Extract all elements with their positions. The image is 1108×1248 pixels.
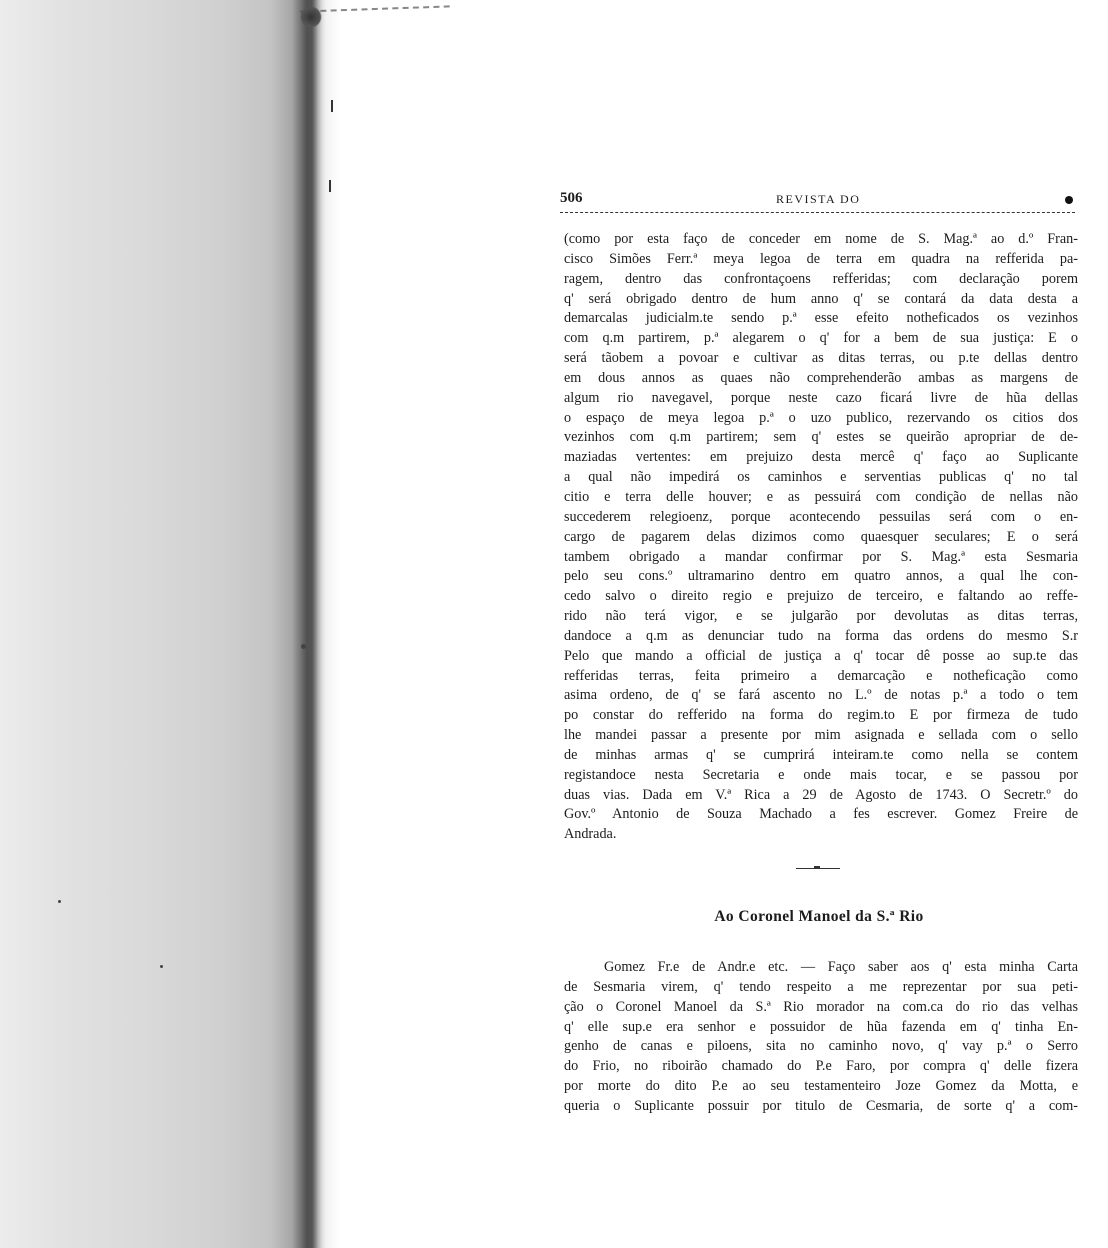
text-line: a qual não impedirá os caminhos e serventias publicas q' no tal [564, 469, 1078, 486]
text-line: será tãobem a povoar e cultivar as ditas terras, ou p.te dellas dentro [564, 350, 1078, 367]
page-number: 506 [560, 190, 583, 206]
text-line: rido não terá vigor, e se julgarão por devolutas as ditas terras, [564, 608, 1078, 625]
running-head: REVISTA DO [776, 192, 861, 206]
scan-speck [160, 965, 163, 968]
text-line: q' elle sup.e era senhor e possuidor de hũa fazenda em q' tinha En- [564, 1018, 1078, 1035]
text-line: Andrada. [564, 826, 617, 843]
text-line: duas vias. Dada em V.ª Rica a 29 de Agosto de 1743. O Secretr.º do [564, 786, 1078, 803]
text-line: cedo salvo o direito regio e prejuizo de terceiro, e faltando ao reffe- [564, 588, 1078, 605]
scan-tick-mark [331, 100, 333, 112]
text-line: Pelo que mando a official de justiça a q' tocar dê posse ao sup.te das [564, 647, 1078, 664]
text-line: citio e terra delle houver; e as pessuirá com condição de nellas não [564, 488, 1078, 505]
book-spine-shadow [292, 0, 322, 1248]
text-line: maziadas vertentes: em prejuizo desta mercê q' faço ao Suplicante [564, 449, 1078, 466]
scan-tick-mark [329, 180, 331, 192]
text-line: algum rio navegavel, porque neste cazo ficará livre de hũa dellas [564, 389, 1078, 406]
section-body [564, 958, 1078, 1117]
book-gutter-shadow [0, 0, 340, 1248]
text-line: q' será obrigado dentro de hum anno q' se contará da data desta a [564, 290, 1078, 307]
text-line: vezinhos com q.m partirem; sem q' estes se queirão apropriar de de- [564, 429, 1078, 446]
text-line: lhe mandei passar a presente por mim asignada e sellada com o sello [564, 727, 1078, 744]
scan-speck [58, 900, 61, 903]
text-line: cisco Simões Ferr.ª meya legoa de terra em quadra na refferida pa- [564, 250, 1078, 267]
text-line: asima ordeno, de q' se fará ascento no L.º de notas p.ª a todo o tem [564, 687, 1078, 704]
text-line: Gomez Fr.e de Andr.e etc. — Faço saber aos q' esta minha Carta [604, 959, 1078, 975]
text-line: o espaço de meya legoa p.ª o uzo publico, rezervando os citios dos [564, 409, 1078, 426]
text-line: ragem, dentro das confrontaçoens refferidas; com declaração porem [564, 270, 1078, 287]
text-line: refferidas terras, feita primeiro a demarcação e notheficação como [564, 667, 1078, 684]
text-line: tambem obrigado a mandar confirmar por S. Mag.ª esta Sesmaria [564, 548, 1078, 565]
text-line: demarcalas judicialm.te sendo p.ª esse efeito notheficados os vezinhos [564, 310, 1078, 327]
text-line: de Sesmaria virem, q' tendo respeito a me reprezentar por sua peti- [564, 978, 1078, 995]
text-line: com q.m partirem, p.ª alegarem o q' for a bem de sua justiça: E o [564, 330, 1078, 347]
text-line: em dous annos as quaes não comprehenderão ambas as margens de [564, 369, 1078, 386]
text-line: (como por esta faço de conceder em nome de S. Mag.ª ao d.º Fran- [564, 231, 1078, 247]
text-line: po constar do refferido na forma do regim.to E por firmeza de tudo [564, 707, 1078, 724]
document-body [564, 230, 1078, 845]
text-line: por morte do dito P.e ao seu testamenteiro Joze Gomez da Motta, e [564, 1078, 1078, 1095]
text-line: ção o Coronel Manoel da S.ª Rio morador na com.ca do rio das velhas [564, 998, 1078, 1015]
header-dot-mark [1065, 196, 1073, 204]
text-line: queria o Suplicante possuir por titulo de Cesmaria, de sorte q' a com- [564, 1097, 1078, 1114]
text-line: cargo de pagarem delas dizimos como quaesquer seculares; E o será [564, 528, 1078, 545]
text-line: succederem relegioenz, porque acontecendo pessuilas será com o en- [564, 508, 1078, 525]
text-line: pelo seu cons.º ultramarino dentro em quatro annos, a qual lhe con- [564, 568, 1078, 585]
scan-corner-blot [300, 6, 322, 28]
text-line: dandoce a q.m as denunciar tudo na forma das ordens do mesmo S.r [564, 627, 1078, 644]
text-line: de minhas armas q' se cumprirá inteiram.te como nella se contem [564, 746, 1078, 763]
text-line: do Frio, no riboirão chamado do P.e Faro, por compra q' delle fizera [564, 1058, 1078, 1075]
section-separator [796, 868, 840, 873]
text-line: registandoce nesta Secretaria e onde mais tocar, e se passou por [564, 766, 1078, 783]
section-title: Ao Coronel Manoel da S.ª Rio [714, 908, 924, 925]
text-line: genho de canas e piloens, sita no caminho novo, q' vay p.ª o Serro [564, 1038, 1078, 1055]
scan-speck [301, 644, 306, 649]
page-header [560, 188, 1075, 213]
text-line: Gov.º Antonio de Souza Machado a fes escrever. Gomez Freire de [564, 806, 1078, 823]
